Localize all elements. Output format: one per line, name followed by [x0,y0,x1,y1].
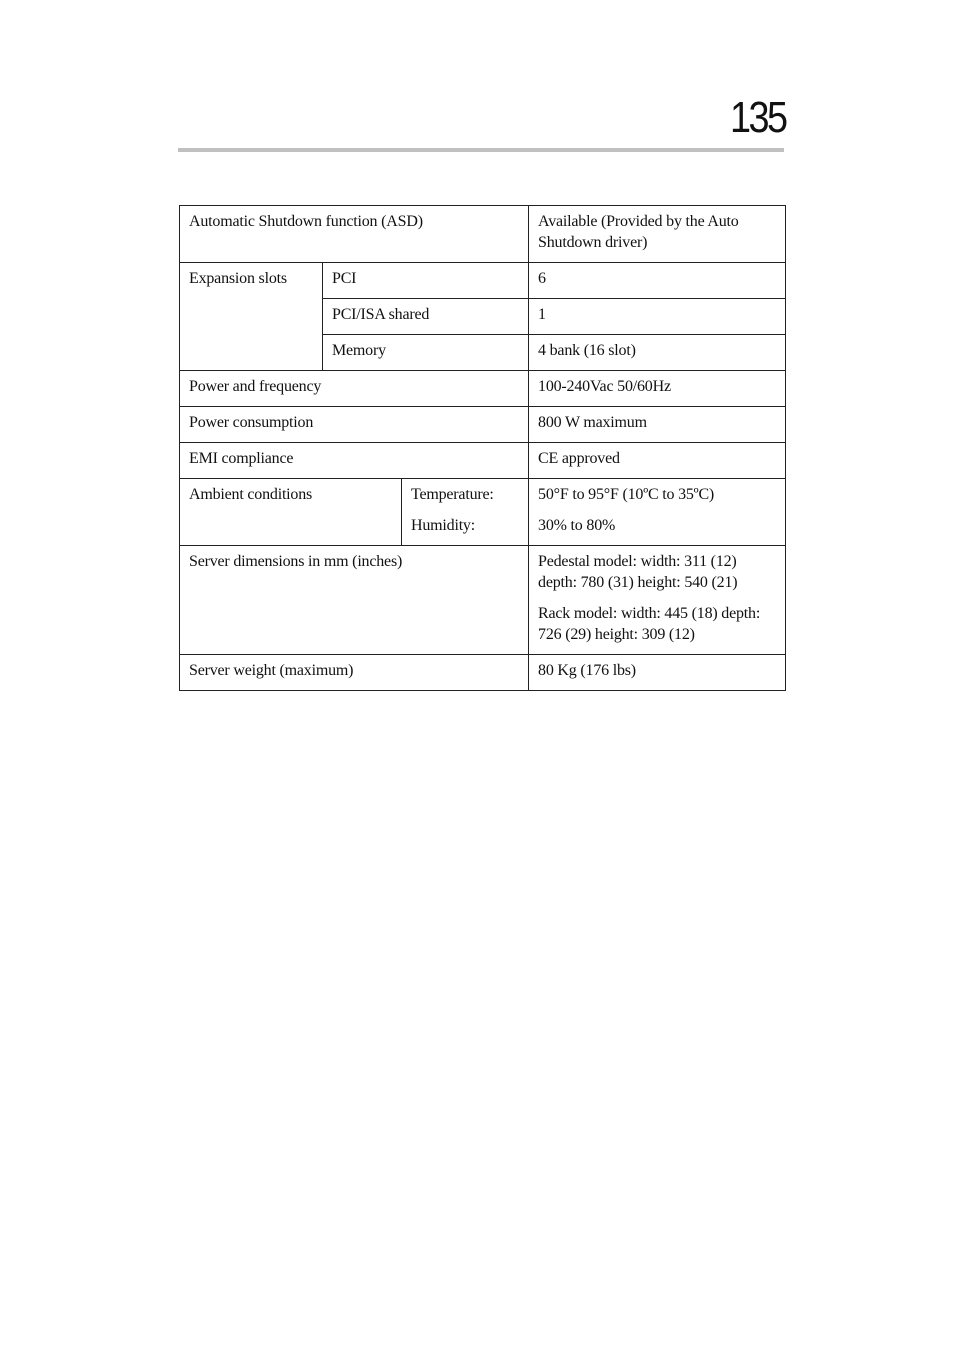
row-value-asd: Available (Provided by the Auto Shutdown driver) [529,206,786,263]
table-row [180,479,786,546]
row-value-weight: 80 Kg (176 lbs) [529,655,786,691]
row-label-power-consumption: Power consumption [180,407,529,443]
row-value-power-frequency: 100-240Vac 50/60Hz [529,371,786,407]
header-rule [178,148,784,152]
sub-value-pci: 6 [529,263,786,299]
table-row [180,263,786,299]
sub-label-humidity: Humidity: [411,517,475,534]
sub-value-pci-isa: 1 [529,299,786,335]
ambient-sub-labels [402,479,529,546]
row-label-ambient: Ambient conditions [180,479,402,546]
row-value-power-consumption: 800 W maximum [529,407,786,443]
row-label-expansion-slots: Expansion slots [180,263,323,371]
sub-label-memory: Memory [323,335,529,371]
sub-value-memory: 4 bank (16 slot) [529,335,786,371]
row-value-dimensions [529,546,786,655]
row-label-emi: EMI compliance [180,443,529,479]
sub-value-humidity: 30% to 80% [538,517,616,534]
row-label-dimensions: Server dimensions in mm (inches) [180,546,529,655]
dimensions-pedestal: Pedestal model: width: 311 (12) depth: 780 (31) height: 540 (21) [538,553,738,591]
row-label-asd: Automatic Shutdown function (ASD) [180,206,529,263]
sub-value-temperature: 50°F to 95°F (10ºC to 35ºC) [538,486,715,503]
table-row [180,407,786,443]
sub-label-temperature: Temperature: [411,486,494,503]
dimensions-rack: Rack model: width: 445 (18) depth: 726 (29) height: 309 (12) [538,605,761,643]
sub-label-pci: PCI [323,263,529,299]
specifications-table [179,205,786,691]
page-number: 135 [729,93,785,142]
row-label-weight: Server weight (maximum) [180,655,529,691]
table-row [180,443,786,479]
table-row [180,655,786,691]
sub-label-pci-isa: PCI/ISA shared [323,299,529,335]
row-label-power-frequency: Power and frequency [180,371,529,407]
row-value-emi: CE approved [529,443,786,479]
table-row [180,371,786,407]
table-row [180,546,786,655]
table-row [180,206,786,263]
ambient-sub-values [529,479,786,546]
